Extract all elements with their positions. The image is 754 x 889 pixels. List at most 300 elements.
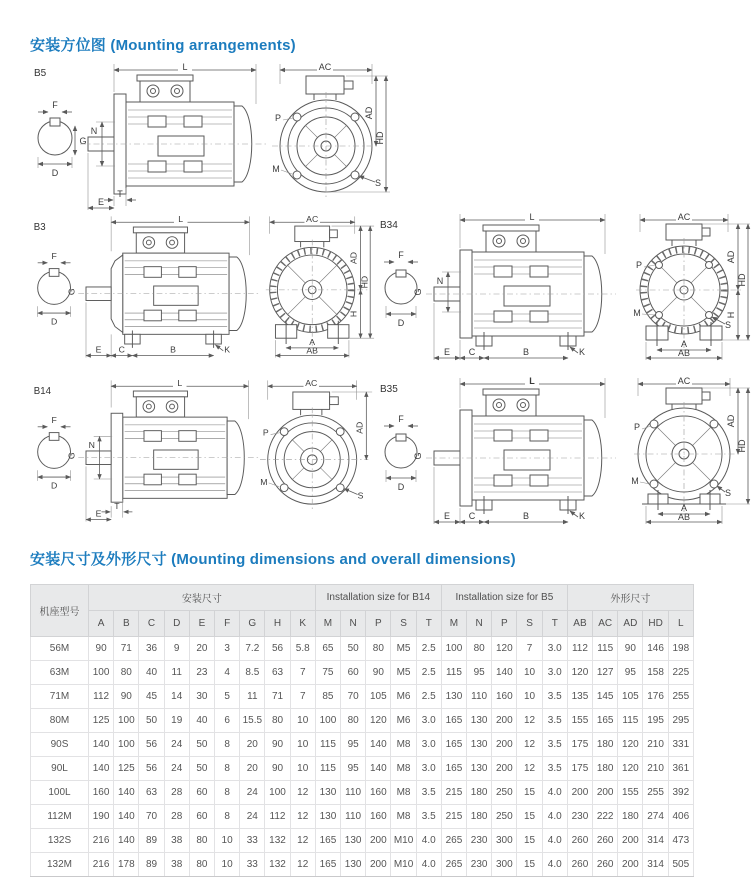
value-cell: 200 xyxy=(492,709,517,733)
diagram-b34 xyxy=(376,208,752,364)
value-cell: 33 xyxy=(240,853,265,877)
value-cell: 95 xyxy=(341,733,366,757)
svg-text:AB: AB xyxy=(677,348,691,358)
svg-text:L: L xyxy=(529,376,535,386)
svg-text:HD: HD xyxy=(737,439,747,453)
value-cell: 260 xyxy=(593,829,618,853)
value-cell: 60 xyxy=(189,781,214,805)
value-cell: 160 xyxy=(89,781,114,805)
svg-text:G: G xyxy=(66,288,77,296)
value-cell: 89 xyxy=(139,829,164,853)
value-cell: 200 xyxy=(492,757,517,781)
value-cell: 50 xyxy=(341,637,366,661)
value-cell: 180 xyxy=(618,805,643,829)
value-cell: 95 xyxy=(618,661,643,685)
value-cell: 15 xyxy=(517,853,542,877)
value-cell: 140 xyxy=(366,757,391,781)
value-cell: 20 xyxy=(189,637,214,661)
value-cell: 70 xyxy=(139,805,164,829)
b5-side-view xyxy=(80,62,266,210)
column-header: T xyxy=(542,611,567,637)
section-title-dimensions: 安装尺寸及外形尺寸 (Mounting dimensions and overall dimensions) xyxy=(30,551,516,568)
column-header: S xyxy=(391,611,416,637)
value-cell: 28 xyxy=(164,805,189,829)
column-header: E xyxy=(189,611,214,637)
svg-text:G: G xyxy=(413,452,423,460)
value-cell: 85 xyxy=(315,685,340,709)
svg-text:A: A xyxy=(680,339,688,349)
value-cell: 12 xyxy=(517,709,542,733)
value-cell: 295 xyxy=(668,709,693,733)
value-cell: 14 xyxy=(164,685,189,709)
value-cell: 11 xyxy=(240,685,265,709)
value-cell: 140 xyxy=(492,661,517,685)
svg-text:E: E xyxy=(443,511,451,521)
svg-text:D: D xyxy=(397,318,405,328)
column-header: H xyxy=(265,611,290,637)
value-cell: 60 xyxy=(189,805,214,829)
column-header: S xyxy=(517,611,542,637)
svg-text:L: L xyxy=(529,212,535,222)
value-cell: 10 xyxy=(290,733,315,757)
b3-shaft-section xyxy=(38,251,77,327)
value-cell: 6 xyxy=(215,709,240,733)
value-cell: 100 xyxy=(315,709,340,733)
value-cell: 130 xyxy=(315,805,340,829)
value-cell: M6 xyxy=(391,685,416,709)
value-cell: 125 xyxy=(89,709,114,733)
svg-text:D: D xyxy=(50,316,58,327)
value-cell: 11 xyxy=(164,661,189,685)
column-header: P xyxy=(492,611,517,637)
value-cell: 215 xyxy=(441,781,466,805)
value-cell: M8 xyxy=(391,757,416,781)
svg-text:AD: AD xyxy=(348,251,359,265)
value-cell: 3.5 xyxy=(542,733,567,757)
value-cell: 230 xyxy=(467,829,492,853)
svg-text:F: F xyxy=(51,414,57,425)
svg-text:H: H xyxy=(726,311,736,319)
column-header: HD xyxy=(643,611,668,637)
value-cell: 115 xyxy=(441,661,466,685)
value-cell: 115 xyxy=(593,637,618,661)
value-cell: 90 xyxy=(265,733,290,757)
value-cell: M6 xyxy=(391,709,416,733)
value-cell: 175 xyxy=(567,733,592,757)
value-cell: 216 xyxy=(89,853,114,877)
value-cell: 24 xyxy=(164,757,189,781)
value-cell: 145 xyxy=(593,685,618,709)
diagram-b5 xyxy=(28,58,390,214)
value-cell: 3.5 xyxy=(542,685,567,709)
model-cell: 132S xyxy=(31,829,89,853)
svg-text:C: C xyxy=(468,511,476,521)
svg-text:P: P xyxy=(635,260,643,270)
value-cell: M10 xyxy=(391,853,416,877)
diagram-b14-label: B14 xyxy=(33,385,51,397)
value-cell: 90 xyxy=(89,637,114,661)
section-title-mounting: 安装方位图 (Mounting arrangements) xyxy=(30,37,296,54)
svg-text:H: H xyxy=(348,310,359,318)
svg-text:E: E xyxy=(443,347,451,357)
value-cell: 505 xyxy=(668,853,693,877)
value-cell: 300 xyxy=(492,829,517,853)
b3-front-view xyxy=(266,214,374,357)
table-row xyxy=(31,637,694,661)
model-cell: 71M xyxy=(31,685,89,709)
value-cell: 115 xyxy=(315,757,340,781)
column-header: A xyxy=(89,611,114,637)
value-cell: 230 xyxy=(467,853,492,877)
column-group-header: Installation size for B5 xyxy=(441,585,567,611)
value-cell: 50 xyxy=(139,709,164,733)
svg-text:K: K xyxy=(578,347,586,357)
value-cell: 200 xyxy=(618,853,643,877)
value-cell: 2.5 xyxy=(416,661,441,685)
value-cell: 130 xyxy=(441,685,466,709)
svg-text:S: S xyxy=(724,320,732,330)
svg-text:T: T xyxy=(114,500,120,511)
value-cell: 40 xyxy=(189,709,214,733)
value-cell: 250 xyxy=(492,781,517,805)
svg-text:P: P xyxy=(262,427,269,438)
value-cell: 45 xyxy=(139,685,164,709)
value-cell: 56 xyxy=(265,637,290,661)
dimensions-table-wrap xyxy=(30,584,694,877)
svg-text:AB: AB xyxy=(306,345,318,356)
value-cell: 210 xyxy=(643,733,668,757)
diagram-b3 xyxy=(28,208,376,364)
svg-text:G: G xyxy=(413,288,423,296)
svg-text:L: L xyxy=(177,378,183,389)
value-cell: 140 xyxy=(366,733,391,757)
value-cell: 260 xyxy=(567,829,592,853)
table-row xyxy=(31,661,694,685)
svg-text:K: K xyxy=(224,344,231,355)
b3-side-view xyxy=(78,214,260,357)
value-cell: 225 xyxy=(668,661,693,685)
value-cell: 20 xyxy=(240,733,265,757)
b14-front-view xyxy=(260,378,372,512)
table-row xyxy=(31,757,694,781)
value-cell: 120 xyxy=(618,733,643,757)
value-cell: 24 xyxy=(164,733,189,757)
value-cell: 132 xyxy=(265,853,290,877)
svg-text:S: S xyxy=(357,490,364,501)
value-cell: 100 xyxy=(114,709,139,733)
table-row xyxy=(31,709,694,733)
value-cell: 3.5 xyxy=(542,709,567,733)
svg-text:AC: AC xyxy=(305,378,318,389)
value-cell: 2.5 xyxy=(416,637,441,661)
value-cell: 4.0 xyxy=(542,781,567,805)
value-cell: 100 xyxy=(89,661,114,685)
dimensions-table xyxy=(30,584,694,877)
value-cell: 100 xyxy=(441,637,466,661)
value-cell: 60 xyxy=(341,661,366,685)
value-cell: 70 xyxy=(341,685,366,709)
value-cell: 15 xyxy=(517,829,542,853)
value-cell: 331 xyxy=(668,733,693,757)
svg-text:HD: HD xyxy=(737,273,747,287)
svg-text:K: K xyxy=(578,511,586,521)
svg-text:M: M xyxy=(260,476,268,487)
value-cell: 80 xyxy=(265,709,290,733)
column-group-header: Installation size for B14 xyxy=(315,585,441,611)
value-cell: 195 xyxy=(643,709,668,733)
value-cell: 175 xyxy=(567,757,592,781)
dim-label-p: P xyxy=(274,113,282,123)
dim-label-s: S xyxy=(374,178,382,188)
value-cell: 140 xyxy=(114,829,139,853)
column-header: N xyxy=(341,611,366,637)
value-cell: 140 xyxy=(114,805,139,829)
value-cell: M8 xyxy=(391,733,416,757)
value-cell: 165 xyxy=(441,709,466,733)
value-cell: 120 xyxy=(567,661,592,685)
b35-side-view xyxy=(426,376,616,524)
svg-text:AC: AC xyxy=(306,214,319,225)
value-cell: 112 xyxy=(265,805,290,829)
value-cell: 165 xyxy=(441,757,466,781)
column-header: N xyxy=(467,611,492,637)
column-header: P xyxy=(366,611,391,637)
svg-text:AC: AC xyxy=(677,376,691,386)
value-cell: 8 xyxy=(215,781,240,805)
dim-label-hd: HD xyxy=(375,131,385,145)
svg-text:E: E xyxy=(95,344,102,355)
b14-side-view xyxy=(78,378,258,521)
value-cell: 30 xyxy=(189,685,214,709)
value-cell: 33 xyxy=(240,829,265,853)
column-header: F xyxy=(215,611,240,637)
column-header: T xyxy=(416,611,441,637)
value-cell: 155 xyxy=(567,709,592,733)
table-row xyxy=(31,829,694,853)
value-cell: 215 xyxy=(441,805,466,829)
column-header: AB xyxy=(567,611,592,637)
value-cell: 120 xyxy=(618,757,643,781)
value-cell: 200 xyxy=(492,733,517,757)
value-cell: 56 xyxy=(139,757,164,781)
value-cell: 89 xyxy=(139,853,164,877)
svg-text:AB: AB xyxy=(677,512,691,522)
value-cell: 130 xyxy=(315,781,340,805)
b35-front-view xyxy=(631,376,750,524)
value-cell: 95 xyxy=(467,661,492,685)
svg-text:D: D xyxy=(50,480,58,491)
value-cell: 120 xyxy=(492,637,517,661)
dim-label-f: F xyxy=(52,100,58,110)
svg-text:A: A xyxy=(680,503,688,513)
value-cell: 165 xyxy=(593,709,618,733)
value-cell: 200 xyxy=(366,853,391,877)
column-group-header: 外形尺寸 xyxy=(567,585,693,611)
value-cell: 90 xyxy=(265,757,290,781)
value-cell: 130 xyxy=(467,757,492,781)
svg-text:L: L xyxy=(178,214,184,225)
b35-shaft-section xyxy=(384,414,423,492)
diagram-b5-label: B5 xyxy=(34,68,47,79)
value-cell: 90 xyxy=(366,661,391,685)
value-cell: 8.5 xyxy=(240,661,265,685)
value-cell: 230 xyxy=(567,805,592,829)
value-cell: 3.0 xyxy=(416,733,441,757)
value-cell: 140 xyxy=(89,757,114,781)
svg-text:AD: AD xyxy=(354,421,365,434)
value-cell: 3.5 xyxy=(416,781,441,805)
value-cell: 80 xyxy=(366,637,391,661)
b34-side-view xyxy=(426,212,616,360)
svg-text:E: E xyxy=(95,508,102,519)
svg-text:F: F xyxy=(398,414,404,424)
b14-shaft-section xyxy=(38,415,77,491)
table-row xyxy=(31,685,694,709)
column-header: G xyxy=(240,611,265,637)
column-header: K xyxy=(290,611,315,637)
value-cell: 80 xyxy=(467,637,492,661)
value-cell: 5 xyxy=(215,685,240,709)
value-cell: 180 xyxy=(593,757,618,781)
value-cell: 125 xyxy=(114,757,139,781)
value-cell: 10 xyxy=(517,685,542,709)
value-cell: 10 xyxy=(290,709,315,733)
value-cell: 115 xyxy=(618,709,643,733)
value-cell: 24 xyxy=(240,805,265,829)
value-cell: 12 xyxy=(517,757,542,781)
value-cell: 112 xyxy=(567,637,592,661)
value-cell: 146 xyxy=(643,637,668,661)
value-cell: 12 xyxy=(290,805,315,829)
value-cell: M8 xyxy=(391,805,416,829)
value-cell: 4.0 xyxy=(416,829,441,853)
model-cell: 100L xyxy=(31,781,89,805)
value-cell: 127 xyxy=(593,661,618,685)
value-cell: 15.5 xyxy=(240,709,265,733)
svg-text:B: B xyxy=(522,511,530,521)
value-cell: 110 xyxy=(467,685,492,709)
value-cell: 260 xyxy=(593,853,618,877)
value-cell: 3.5 xyxy=(542,757,567,781)
value-cell: 140 xyxy=(89,733,114,757)
svg-text:G: G xyxy=(66,452,77,460)
value-cell: 7 xyxy=(517,637,542,661)
table-row xyxy=(31,733,694,757)
model-cell: 56M xyxy=(31,637,89,661)
diagram-b3-label: B3 xyxy=(33,221,46,233)
value-cell: 473 xyxy=(668,829,693,853)
column-header: C xyxy=(139,611,164,637)
value-cell: 12 xyxy=(290,853,315,877)
value-cell: 12 xyxy=(290,781,315,805)
value-cell: 90 xyxy=(114,685,139,709)
value-cell: 165 xyxy=(315,853,340,877)
diagram-b14 xyxy=(28,372,376,528)
value-cell: 5.8 xyxy=(290,637,315,661)
value-cell: 71 xyxy=(114,637,139,661)
svg-text:C: C xyxy=(118,344,125,355)
diagram-b34-label: B34 xyxy=(380,220,398,231)
value-cell: 178 xyxy=(114,853,139,877)
column-group-header: 安装尺寸 xyxy=(89,585,316,611)
b34-shaft-section xyxy=(384,250,423,328)
value-cell: 4.0 xyxy=(542,853,567,877)
value-cell: 3 xyxy=(215,637,240,661)
value-cell: 255 xyxy=(668,685,693,709)
value-cell: 160 xyxy=(366,805,391,829)
value-cell: 50 xyxy=(189,733,214,757)
value-cell: 190 xyxy=(89,805,114,829)
table-row xyxy=(31,781,694,805)
column-header: B xyxy=(114,611,139,637)
dim-label-n: N xyxy=(90,126,98,136)
value-cell: 3.5 xyxy=(416,805,441,829)
value-cell: 132 xyxy=(265,829,290,853)
b5-front-view xyxy=(272,62,390,200)
value-cell: 361 xyxy=(668,757,693,781)
b34-front-view xyxy=(633,212,750,360)
value-cell: 65 xyxy=(315,637,340,661)
value-cell: 210 xyxy=(643,757,668,781)
dim-label-l: L xyxy=(182,62,188,72)
value-cell: 140 xyxy=(114,781,139,805)
value-cell: 200 xyxy=(593,781,618,805)
value-cell: 80 xyxy=(114,661,139,685)
svg-text:N: N xyxy=(436,276,444,286)
dim-label-m: M xyxy=(272,164,280,174)
value-cell: 20 xyxy=(240,757,265,781)
value-cell: 24 xyxy=(240,781,265,805)
value-cell: 38 xyxy=(164,829,189,853)
dim-label-d: D xyxy=(51,168,59,178)
value-cell: M5 xyxy=(391,661,416,685)
value-cell: 135 xyxy=(567,685,592,709)
value-cell: 80 xyxy=(189,829,214,853)
value-cell: 10 xyxy=(290,757,315,781)
svg-text:M: M xyxy=(633,308,641,318)
value-cell: 160 xyxy=(492,685,517,709)
value-cell: 4 xyxy=(215,661,240,685)
value-cell: 198 xyxy=(668,637,693,661)
value-cell: 12 xyxy=(517,733,542,757)
value-cell: 63 xyxy=(265,661,290,685)
value-cell: 216 xyxy=(89,829,114,853)
column-header: D xyxy=(164,611,189,637)
value-cell: 8 xyxy=(215,733,240,757)
svg-text:AC: AC xyxy=(677,212,691,222)
value-cell: 10 xyxy=(215,853,240,877)
value-cell: 80 xyxy=(341,709,366,733)
value-cell: 120 xyxy=(366,709,391,733)
value-cell: 200 xyxy=(567,781,592,805)
dim-label-e: E xyxy=(97,197,105,207)
value-cell: 9 xyxy=(164,637,189,661)
value-cell: 71 xyxy=(265,685,290,709)
svg-text:AD: AD xyxy=(726,250,736,264)
value-cell: 406 xyxy=(668,805,693,829)
value-cell: 105 xyxy=(618,685,643,709)
column-header: M xyxy=(441,611,466,637)
value-cell: 105 xyxy=(366,685,391,709)
svg-text:A: A xyxy=(309,336,316,347)
svg-text:N: N xyxy=(88,440,95,451)
value-cell: 176 xyxy=(643,685,668,709)
value-cell: 222 xyxy=(593,805,618,829)
diagram-b35 xyxy=(376,372,752,528)
b5-shaft-section xyxy=(38,100,87,178)
column-header: M xyxy=(315,611,340,637)
value-cell: 115 xyxy=(315,733,340,757)
